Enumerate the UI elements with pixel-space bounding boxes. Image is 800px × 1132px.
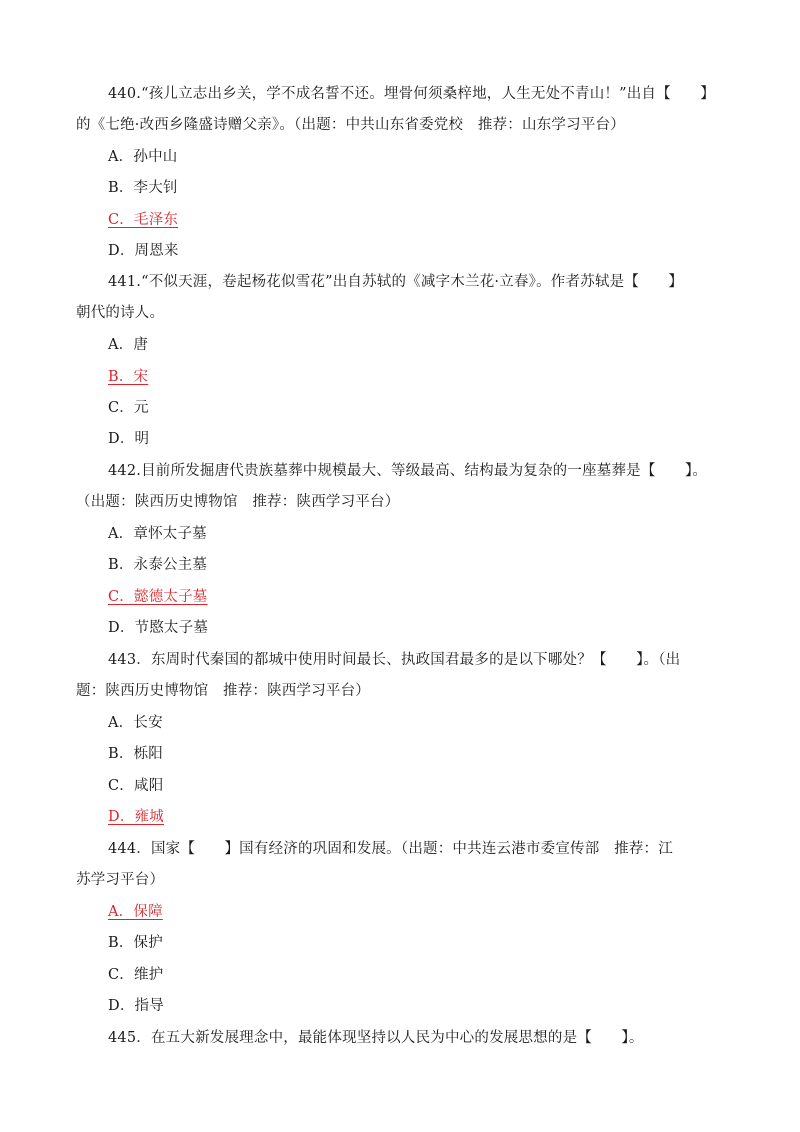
question-444-option-b: B．保护 (108, 935, 163, 951)
question-442-option-a: A．章怀太子墓 (108, 526, 207, 542)
question-441-line-1: 441.“不似天涯，卷起杨花似雪花”出自苏轼的《减字木兰花·立春》。作者苏轼是【 】 (108, 274, 684, 290)
question-440-option-c-answer: C．毛泽东 (108, 212, 179, 228)
question-442-option-b: B．永泰公主墓 (108, 557, 208, 573)
question-443-line-2: 题：陕西历史博物馆 推荐：陕西学习平台） (76, 683, 370, 699)
question-444-line-2: 苏学习平台） (76, 872, 165, 888)
question-443-line-1: 443．东周时代秦国的都城中使用时间最长、执政国君最多的是以下哪处？【 】。（出 (108, 652, 681, 668)
question-444-line-1: 444．国家【 】国有经济的巩固和发展。（出题：中共连云港市委宣传部 推荐：江 (108, 841, 673, 857)
question-440-line-2: 的《七绝·改西乡隆盛诗赠父亲》。（出题：中共山东省委党校 推荐：山东学习平台） (76, 117, 625, 133)
question-444-option-a-answer: A．保障 (108, 904, 163, 920)
question-442-line-1: 442.目前所发掘唐代贵族墓葬中规模最大、等级最高、结构最为复杂的一座墓葬是【 】。 (108, 463, 708, 479)
question-445-line-1: 445．在五大新发展理念中，最能体现坚持以人民为中心的发展思想的是【 】。 (108, 1030, 644, 1046)
question-443-option-c: C．咸阳 (108, 778, 164, 794)
question-444-option-d: D．指导 (108, 998, 164, 1014)
question-440-line-1: 440.“孩儿立志出乡关，学不成名誓不还。埋骨何须桑梓地，人生无处不青山！”出自【 】 (108, 86, 715, 102)
question-441-option-d: D．明 (108, 431, 150, 447)
question-442-option-d: D．节愍太子墓 (108, 620, 209, 636)
question-443-option-a: A．长安 (108, 715, 163, 731)
question-441-option-b-answer: B．宋 (108, 369, 149, 385)
question-443-option-d-answer: D．雍城 (108, 809, 164, 825)
question-444-option-c: C．维护 (108, 967, 164, 983)
question-442-option-c-answer: C．懿德太子墓 (108, 589, 208, 605)
question-441-line-2: 朝代的诗人。 (76, 305, 165, 321)
question-440-option-a: A．孙中山 (108, 149, 178, 165)
question-441-option-a: A．唐 (108, 337, 149, 353)
question-441-option-c: C．元 (108, 400, 149, 416)
question-440-option-b: B．李大钊 (108, 180, 178, 196)
question-443-option-b: B．栎阳 (108, 746, 163, 762)
question-440-option-d: D．周恩来 (108, 243, 179, 259)
question-442-line-2: （出题：陕西历史博物馆 推荐：陕西学习平台） (76, 494, 400, 510)
